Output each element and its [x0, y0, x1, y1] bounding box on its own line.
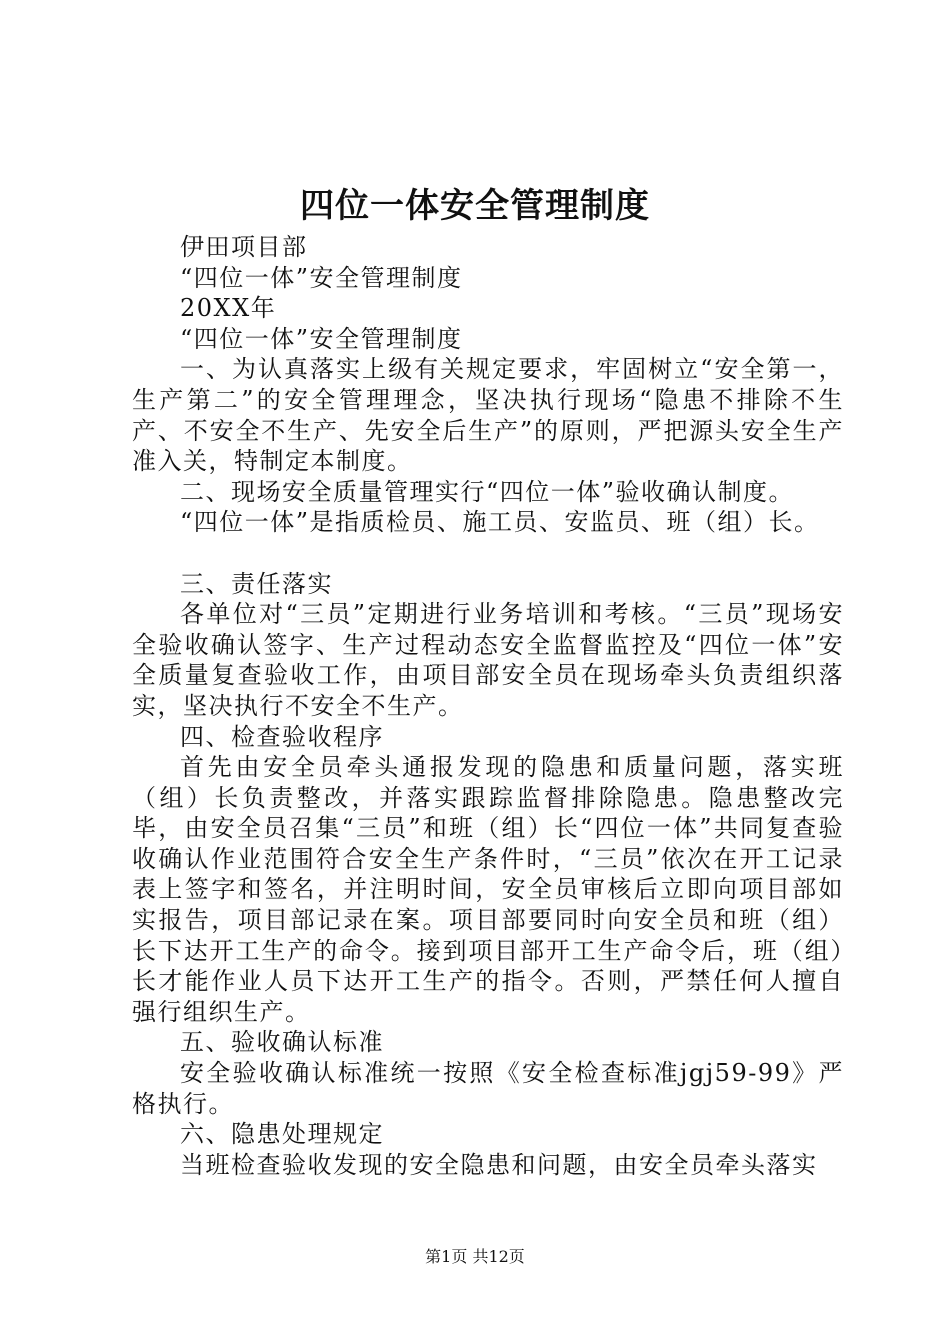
page-footer: 第1页 共12页: [425, 1247, 525, 1266]
paragraph-definition: “四位一体”是指质检员、施工员、安监员、班（组）长。: [180, 508, 820, 537]
paragraph-year: 20XX年: [180, 294, 277, 323]
document-body: [132, 232, 844, 1180]
paragraph-section-1: 一、为认真落实上级有关规定要求，牢固树立“安全第一，生产第二”的安全管理理念，坚决执行现场“隐患不排除不生产、不安全不生产、先安全后生产”的原则，严把源头安全生产准入关，特制定本制度。: [132, 355, 844, 476]
blank-line: [132, 538, 844, 569]
paragraph-section-3: 各单位对“三员”定期进行业务培训和考核。“三员”现场安全验收确认签字、生产过程动态安全监督监控及“四位一体”安全质量复查验收工作，由项目部安全员在现场牵头负责组织落实，坚决执行不安全不生产。: [132, 600, 844, 720]
heading-section-5: 五、验收确认标准: [180, 1028, 384, 1057]
paragraph-section-4: 首先由安全员牵头通报发现的隐患和质量问题，落实班（组）长负责整改，并落实跟踪监督排除隐患。隐患整改完毕，由安全员召集“三员”和班（组）长“四位一体”共同复查验收确认作业范围符合安全生产条件时，“三员”依次在开工记录表上签字和签名，并注明时间，安全员审核后立即向项目部如实报告，项目部记录在案。项目部要同时向安全员和班（组）长下达开工生产的命令。接到项目部开工生产命令后，班（组）长才能作业人员下达开工生产的指令。否则，严禁任何人擅自强行组织生产。: [132, 753, 844, 1026]
paragraph-subtitle: “四位一体”安全管理制度: [180, 263, 463, 292]
paragraph-section-5: 安全验收确认标准统一按照《安全检查标准jgj59-99》严格执行。: [132, 1059, 844, 1118]
document-title: 四位一体安全管理制度: [300, 186, 650, 226]
paragraph-section-6: 当班检查验收发现的安全隐患和问题，由安全员牵头落实: [180, 1150, 818, 1179]
heading-section-4: 四、检查验收程序: [180, 722, 384, 751]
paragraph-project-dept: 伊田项目部: [180, 233, 308, 261]
paragraph-section-2: 二、现场安全质量管理实行“四位一体”验收确认制度。: [180, 477, 795, 506]
heading-section-6: 六、隐患处理规定: [180, 1120, 384, 1149]
paragraph-heading: “四位一体”安全管理制度: [180, 324, 463, 353]
heading-section-3: 三、责任落实: [180, 569, 333, 598]
